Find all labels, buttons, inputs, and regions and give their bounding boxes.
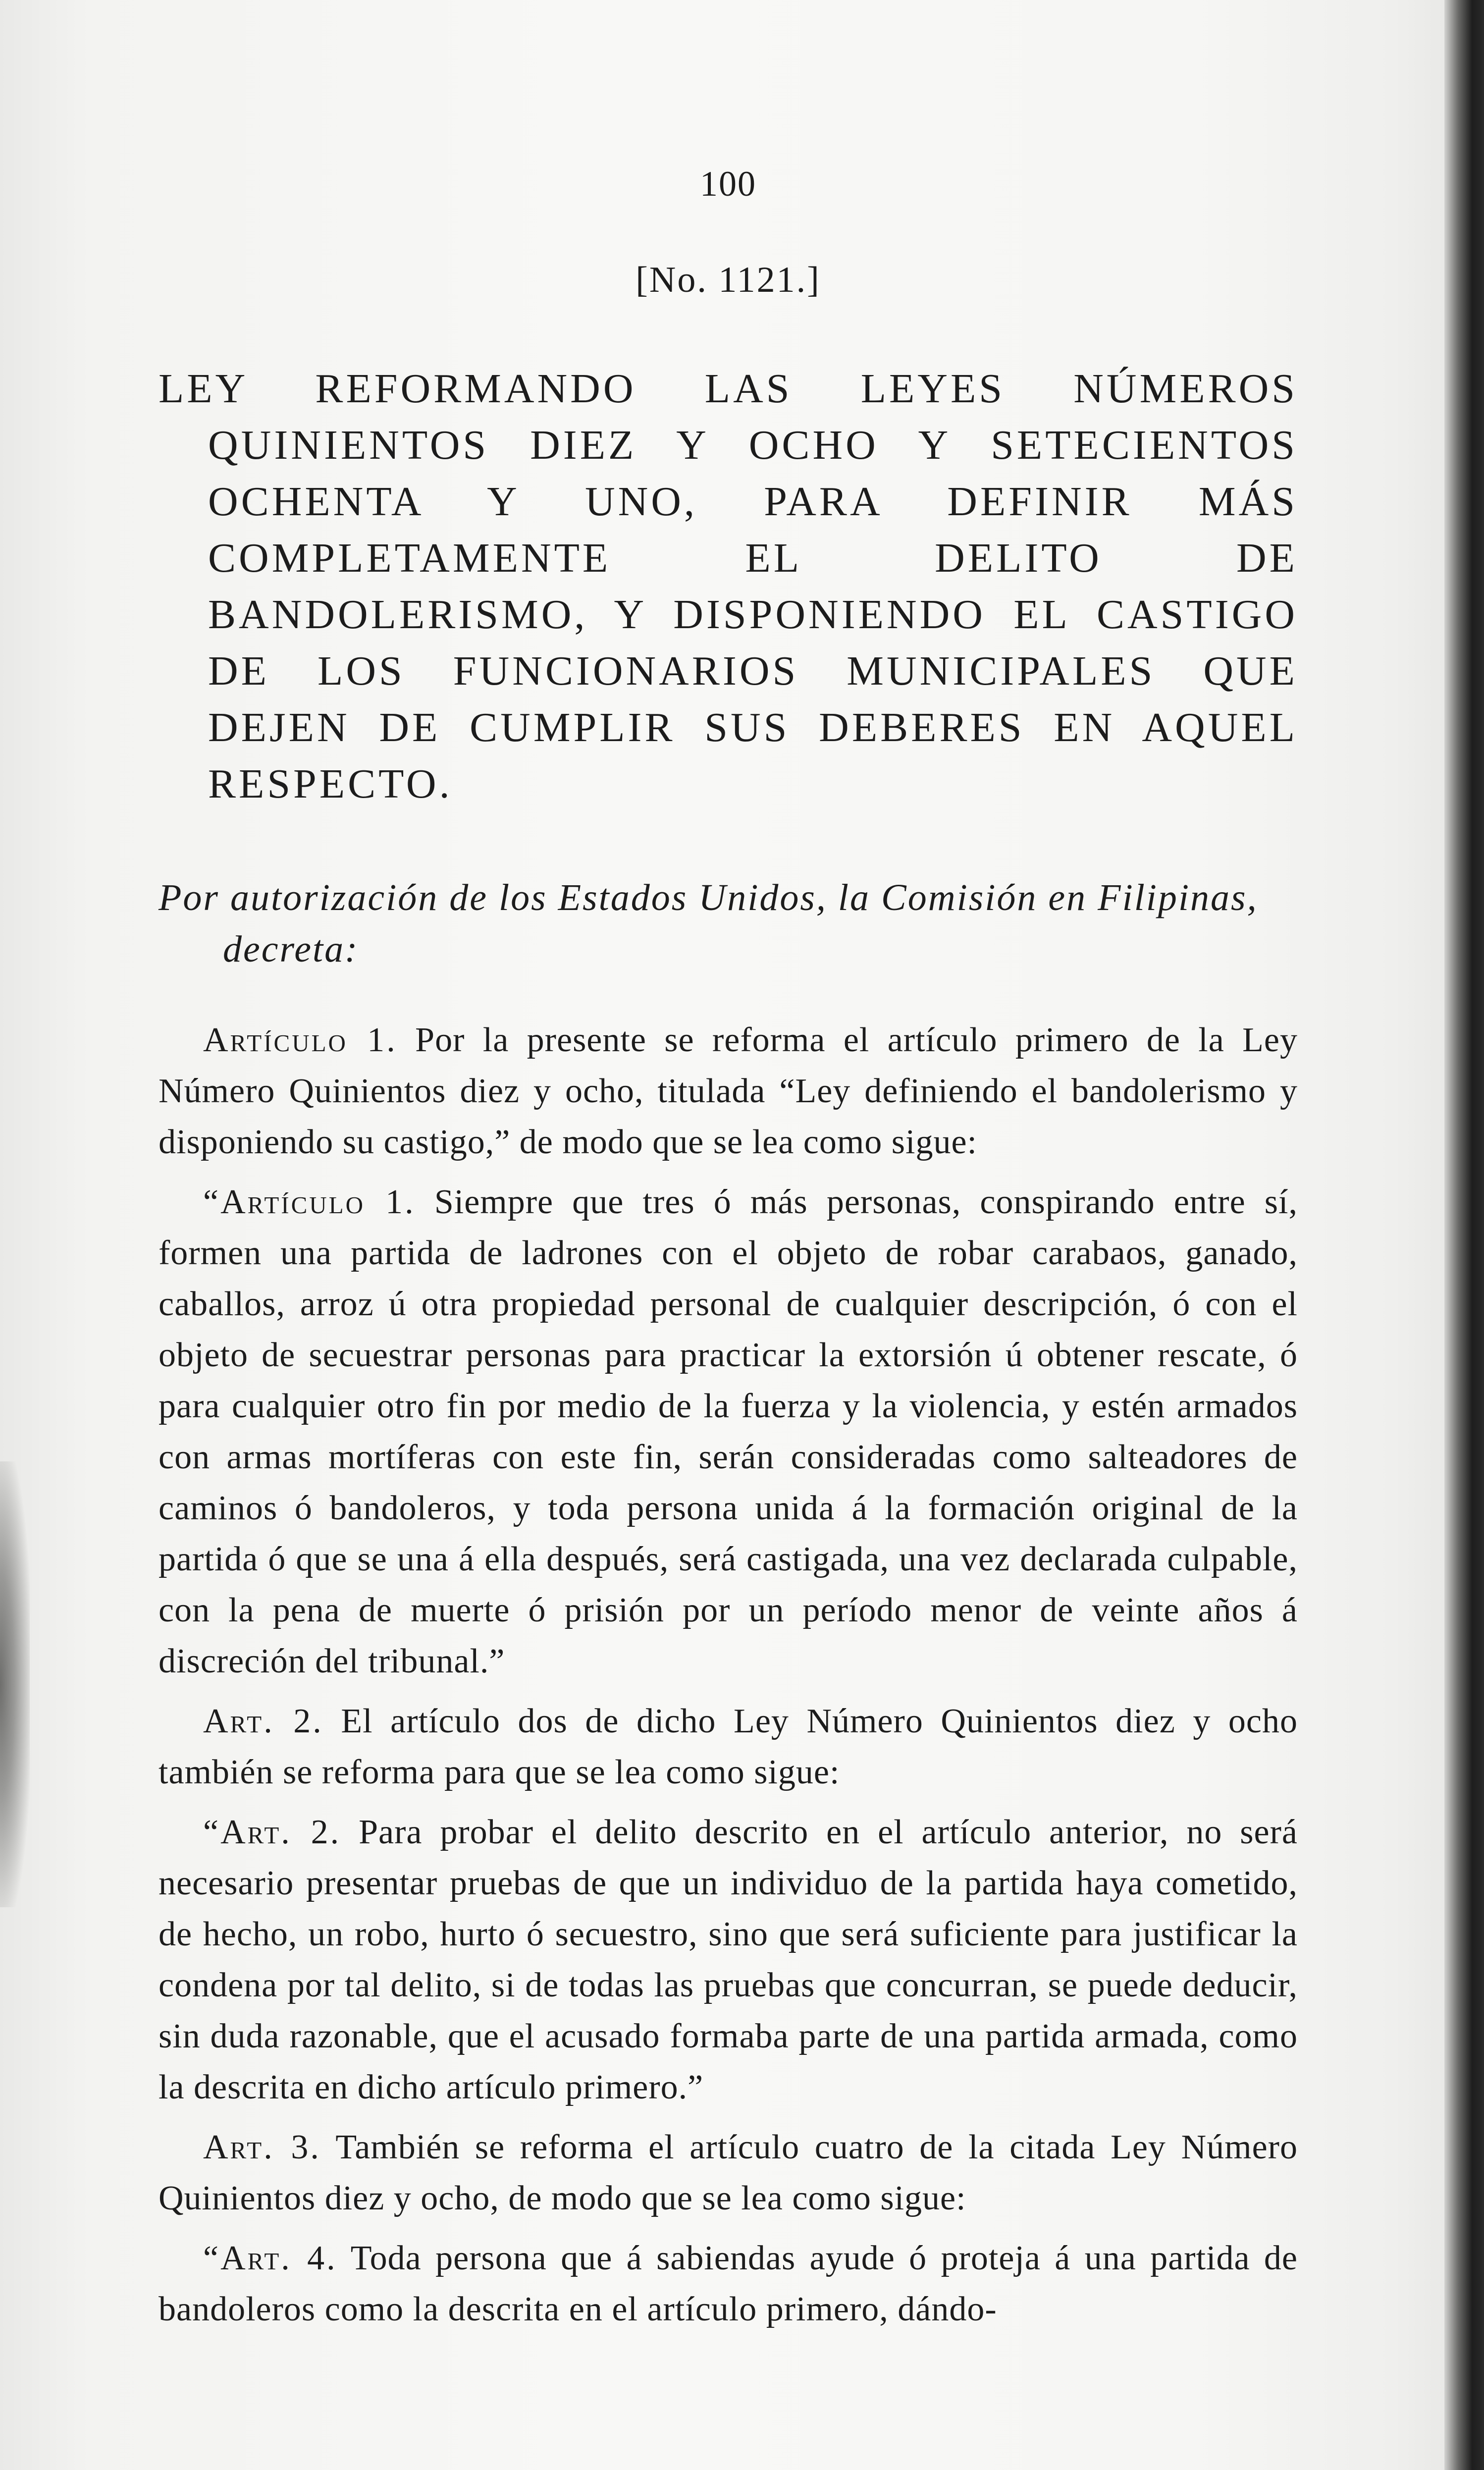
article-paragraph xyxy=(159,1807,1298,2113)
article-text: Para probar el delito descrito en el artículo anterior, no será necesario presentar pruebas de que un individuo de la partida haya cometido, de hecho, un robo, hurto ó secuestro, sino que será suficiente para justificar la condena por tal delito, si de todas las pruebas que concurran, se puede deducir, sin duda razonable, que el acusado formaba parte de una partida armada, como la descrita en dicho artículo primero.” xyxy=(159,1813,1298,2106)
article-lead: “Art. 2. xyxy=(203,1813,341,1851)
law-title-text: LEY REFORMANDO LAS LEYES NÚMEROS QUINIENTOS DIEZ Y OCHO Y SETECIENTOS OCHENTA Y UNO, PARA DEFINIR MÁS COMPLETAMENTE EL DELITO DE BANDOLERISMO, Y DISPONIENDO EL CASTIGO DE LOS FUNCIONARIOS MUNICIPALES QUE DEJEN DE CUMPLIR SUS DEBERES EN AQUEL RESPECTO. xyxy=(159,366,1298,807)
article-paragraph xyxy=(159,1696,1298,1798)
article-paragraph xyxy=(159,2122,1298,2224)
article-text: Por la presente se reforma el artículo primero de la Ley Número Quinientos diez y ocho, titulada “Ley definiendo el bandolerismo y disponiendo su castigo,” de modo que se lea como sigue: xyxy=(159,1021,1298,1161)
article-paragraph xyxy=(159,1177,1298,1687)
article-lead: Artículo 1. xyxy=(203,1021,397,1059)
left-edge-shadow xyxy=(0,1461,30,1907)
law-title xyxy=(159,361,1298,812)
article-lead: “Artículo 1. xyxy=(203,1183,416,1221)
enacting-clause: Por autorización de los Estados Unidos, la Comisión en Filipinas, decreta: xyxy=(159,877,1258,970)
article-lead: Art. 2. xyxy=(203,1702,323,1740)
article-lead: “Art. 4. xyxy=(203,2239,337,2277)
page-content xyxy=(159,163,1298,2344)
article-lead: Art. 3. xyxy=(203,2128,321,2166)
document-number: [No. 1121.] xyxy=(636,260,821,300)
article-text: Siempre que tres ó más personas, conspirando entre sí, formen una partida de ladrones con el objeto de robar carabaos, ganado, caballos, arroz ú otra propiedad personal de cualquier descripción, ó con el objeto de secuestrar personas para practicar la extorsión ú obtener rescate, ó para cualquier otro fin por medio de la fuerza y la violencia, y estén armados con armas mortíferas con este fin, serán consideradas como salteadores de caminos ó bandoleros, y toda persona unida á la formación original de la partida ó que se una á ella después, será castigada, una vez declarada culpable, con la pena de muerte ó prisión por un período menor de veinte años á discreción del tribunal.” xyxy=(159,1183,1298,1680)
page-number: 100 xyxy=(700,164,756,204)
article-paragraph xyxy=(159,2233,1298,2335)
book-binding-edge xyxy=(1444,0,1484,2470)
article-text: El artículo dos de dicho Ley Número Quinientos diez y ocho también se reforma para que se lea como sigue: xyxy=(159,1702,1298,1791)
article-text: Toda persona que á sabiendas ayude ó proteja á una partida de bandoleros como la descrita en el artículo primero, dándo- xyxy=(159,2239,1298,2328)
article-paragraph xyxy=(159,1015,1298,1168)
article-text: También se reforma el artículo cuatro de la citada Ley Número Quinientos diez y ocho, de modo que se lea como sigue: xyxy=(159,2128,1298,2217)
